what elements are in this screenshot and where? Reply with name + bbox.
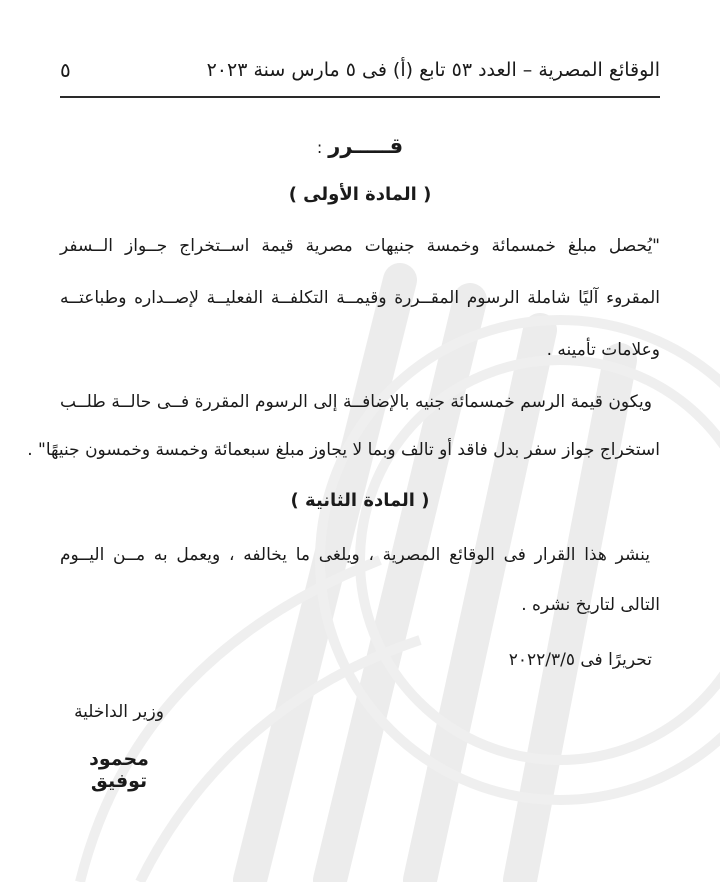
article-1-line-2: المقروء آليًا شاملة الرسوم المقــررة وقيمــة التكلفــة الفعليــة لإصــداره وطباعتــه (60, 288, 660, 308)
decision-title: قـــــرر (328, 134, 404, 158)
decision-colon: : (316, 138, 323, 157)
article-1-line-5: استخراج جواز سفر بدل فاقد أو تالف وبما لا يجاوز مبلغ سبعمائة وخمسة وخمسون جنيهًا" . (27, 440, 660, 460)
article-1-heading: ( المادة الأولى ) (288, 184, 432, 205)
minister-name: محمود توفيق (89, 748, 149, 792)
page-number: ٥ (60, 58, 71, 82)
article-2-line-1: ينشر هذا القرار فى الوقائع المصرية ، ويلغى ما يخالفه ، ويعمل به مــن اليــوم (60, 545, 650, 565)
article-1-line-1: "يُحصل مبلغ خمسمائة وخمسة جنيهات مصرية قيمة اســتخراج جــواز الــسفر (60, 236, 660, 256)
article-2-heading: ( المادة الثانية ) (290, 490, 430, 511)
article-2-line-2: التالى لتاريخ نشره . (521, 595, 660, 615)
header-divider (60, 96, 660, 98)
header-title: الوقائع المصرية – العدد ٥٣ تابع (أ) فى ٥ مارس سنة ٢٠٢٣ (206, 59, 660, 81)
issue-date: تحريرًا فى ٢٠٢٢/٣/٥ (508, 650, 652, 670)
decision-heading (60, 134, 660, 158)
gazette-header (60, 52, 660, 88)
minister-title: وزير الداخلية (74, 702, 164, 722)
article-1-line-4: ويكون قيمة الرسم خمسمائة جنيه بالإضافــة إلى الرسوم المقررة فــى حالــة طلــب (60, 392, 652, 412)
article-1-line-3: وعلامات تأمينه . (546, 340, 660, 360)
